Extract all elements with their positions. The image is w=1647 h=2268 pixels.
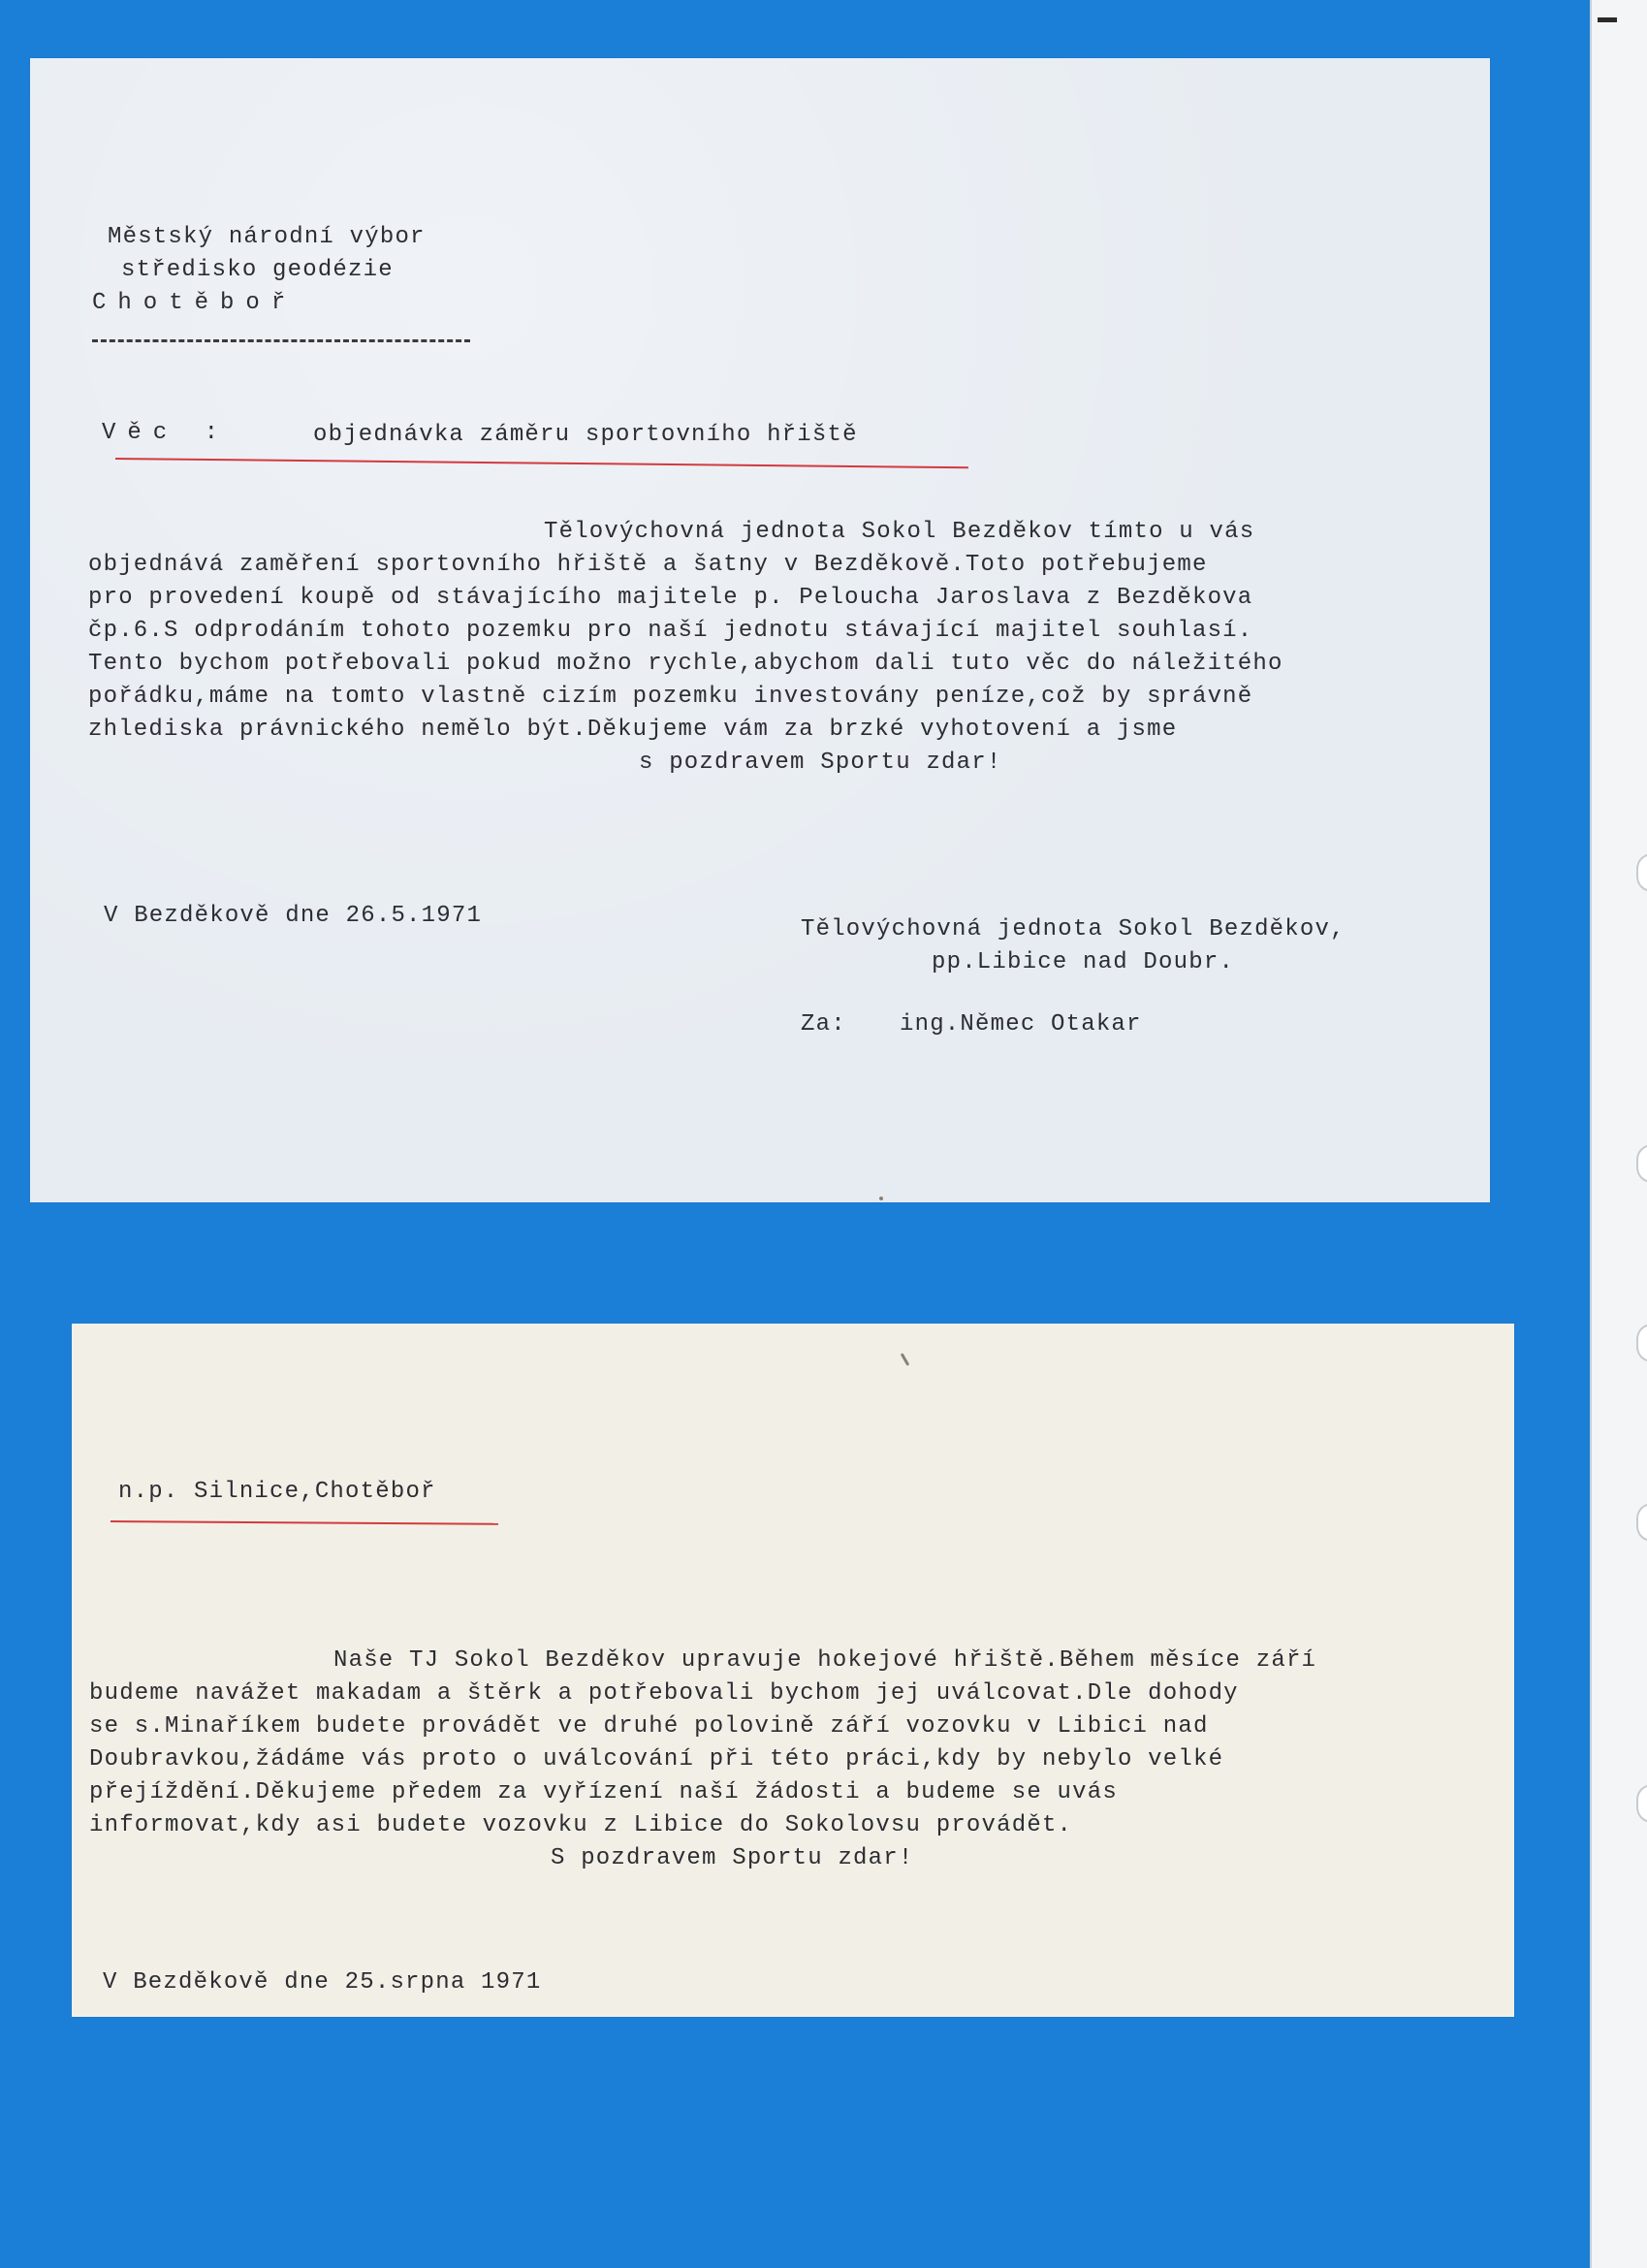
body-line-4: Doubravkou,žádáme vás proto o uválcování při této práci,kdy by nebylo velké [89, 1746, 1224, 1773]
date-line: V Bezděkově dne 25.srpna 1971 [103, 1969, 542, 1996]
letter-sheet-2 [72, 1324, 1514, 2017]
paper-speck [901, 1353, 910, 1366]
body-line-5: Tento bychom potřebovali pokud možno rychle,abychom dali tuto věc do náležitého [88, 651, 1283, 677]
body-line-3: pro provedení koupě od stávajícího majitele p. Peloucha Jaroslava z Bezděkova [88, 585, 1253, 611]
address-line-3: Chotěboř [92, 290, 298, 316]
body-line-6: pořádku,máme na tomto vlastně cizím pozemku investovány peníze,což by správně [88, 684, 1253, 710]
body-line-7: zhlediska právnického nemělo být.Děkujeme vám za brzké vyhotovení a jsme [88, 717, 1178, 743]
body-line-2: objednává zaměření sportovního hřiště a šatny v Bezděkově.Toto potřebujeme [88, 552, 1208, 578]
body-line-4: čp.6.S odprodáním tohoto pozemku pro naší jednotu stávající majitel souhlasí. [88, 618, 1253, 644]
body-line-6: informovat,kdy asi budete vozovku z Libice do Sokolovsu provádět. [89, 1812, 1073, 1838]
signatory-name: ing.Němec Otakar [900, 1011, 1142, 1038]
sender-address: pp.Libice nad Doubr. [932, 949, 1235, 975]
sender-organization: Tělovýchovná jednota Sokol Bezděkov, [801, 916, 1346, 942]
body-line-1: Naše TJ Sokol Bezděkov upravuje hokejové hřiště.Během měsíce září [333, 1647, 1317, 1674]
subject-label: Věc : [102, 420, 231, 446]
body-line-1: Tělovýchovná jednota Sokol Bezděkov tímto u vás [544, 519, 1255, 545]
album-page-margin [1590, 0, 1647, 2268]
subject-text: objednávka záměru sportovního hřiště [313, 422, 858, 448]
closing-line: s pozdravem Sportu zdar! [639, 750, 1002, 776]
letter-sheet-1 [30, 58, 1490, 1202]
paper-speck [879, 1197, 883, 1200]
recipient-line: n.p. Silnice,Chotěboř [118, 1479, 436, 1505]
body-line-2: budeme navážet makadam a štěrk a potřebovali bychom jej uválcovat.Dle dohody [89, 1680, 1239, 1707]
body-line-5: přejíždění.Děkujeme předem za vyřízení naší žádosti a budeme se uvás [89, 1779, 1118, 1805]
address-line-2: středisko geodézie [121, 257, 394, 283]
red-pencil-underline [115, 458, 968, 468]
page-corner-mark [1598, 17, 1617, 22]
body-line-3: se s.Minaříkem budete provádět ve druhé polovině září vozovku v Libici nad [89, 1713, 1209, 1740]
date-line: V Bezděkově dne 26.5.1971 [104, 903, 483, 929]
red-pencil-underline [111, 1520, 498, 1525]
closing-line: S pozdravem Sportu zdar! [551, 1845, 914, 1871]
address-line-1: Městský národní výbor [108, 224, 426, 250]
signatory-label: Za: [801, 1011, 846, 1038]
address-dash-rule [92, 339, 470, 342]
